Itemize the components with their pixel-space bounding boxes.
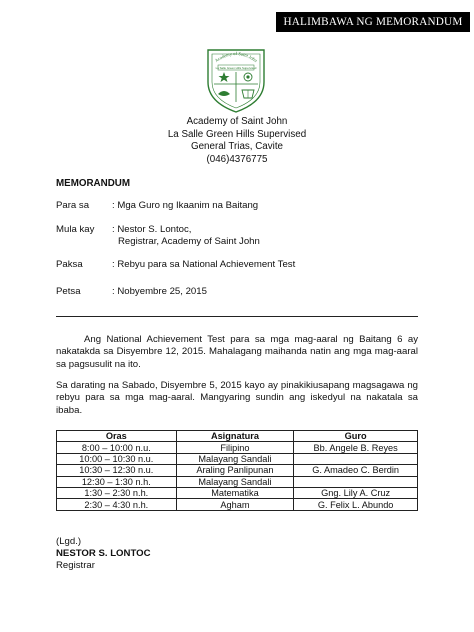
table-row	[57, 476, 418, 487]
table-row	[57, 442, 418, 453]
cell-oras: 12:30 – 1:30 n.h.	[57, 476, 177, 487]
cell-guro	[294, 453, 418, 464]
school-phone: (046)4376775	[206, 153, 268, 165]
table-row	[57, 499, 418, 510]
cell-asignatura: Filipino	[176, 442, 294, 453]
cell-oras: 8:00 – 10:00 n.u.	[57, 442, 177, 453]
field-label: Mula kay	[56, 224, 95, 235]
school-seal-icon	[204, 44, 268, 114]
table-header-row	[57, 431, 418, 442]
school-name: Academy of Saint John	[186, 116, 288, 127]
document-banner: HALIMBAWA NG MEMORANDUM	[276, 12, 470, 32]
signatory-title: Registrar	[56, 560, 95, 571]
cell-guro: Bb. Angele B. Reyes	[294, 442, 418, 453]
field-value: : Nestor S. Lontoc,	[112, 224, 192, 235]
svg-text:Academy of Saint John	[214, 51, 259, 64]
cell-asignatura: Matematika	[176, 487, 294, 498]
field-value: : Nobyembre 25, 2015	[112, 286, 207, 297]
cell-asignatura: Malayang Sandali	[176, 453, 294, 464]
schedule-table	[56, 430, 418, 511]
cell-guro: Gng. Lily A. Cruz	[294, 487, 418, 498]
field-label: Paksa	[56, 259, 83, 270]
divider-line	[56, 316, 418, 317]
school-affiliation: La Salle Green Hills Supervised	[167, 128, 307, 140]
memo-title: MEMORANDUM	[56, 178, 131, 189]
cell-oras: 10:30 – 12:30 n.u.	[57, 465, 177, 476]
cell-guro	[294, 476, 418, 487]
signatory-name: NESTOR S. LONTOC	[56, 548, 151, 559]
table-row	[57, 487, 418, 498]
field-label: Para sa	[56, 200, 90, 211]
seal-outer-text: Academy of Saint John	[213, 50, 259, 64]
field-value-continued: Registrar, Academy of Saint John	[118, 236, 260, 247]
column-header-oras: Oras	[57, 431, 177, 442]
school-address: General Trias, Cavite	[190, 141, 284, 153]
cell-guro: G. Amadeo C. Berdin	[294, 465, 418, 476]
signed-mark: (Lgd.)	[56, 536, 82, 547]
field-value: : Mga Guro ng Ikaanim na Baitang	[112, 200, 259, 211]
cell-asignatura: Malayang Sandali	[176, 476, 294, 487]
cell-oras: 10:00 – 10:30 n.u.	[57, 453, 177, 464]
field-value: : Rebyu para sa National Achievement Test	[112, 259, 296, 270]
body-paragraph-2: Sa darating na Sabado, Disyembre 5, 2015 kayo ay pinakikiusapang magsagawa ng rebyu para sa mga mag-aaral. Mangyaring sundin ang iskedyul na nakatala sa ibaba.	[56, 380, 418, 416]
column-header-guro: Guro	[294, 431, 418, 442]
cell-oras: 1:30 – 2:30 n.h.	[57, 487, 177, 498]
seal-ribbon-text: La Salle Green Hills Supervised	[215, 65, 257, 70]
table-row	[57, 465, 418, 476]
cell-asignatura: Agham	[176, 499, 294, 510]
cell-guro: G. Felix L. Abundo	[294, 499, 418, 510]
field-label: Petsa	[56, 286, 81, 297]
signature-block	[56, 536, 151, 572]
column-header-asignatura: Asignatura	[176, 431, 294, 442]
table-row	[57, 453, 418, 464]
cell-oras: 2:30 – 4:30 n.h.	[57, 499, 177, 510]
letterhead	[0, 116, 474, 166]
body-paragraph-1: Ang National Achievement Test para sa mga mag-aaral ng Baitang 6 ay nakatakda sa Disyembre 12, 2015. Mahalagang maihanda natin ang mga mag-aaral sa pagsusulit na ito.	[56, 334, 418, 370]
cell-asignatura: Araling Panlipunan	[176, 465, 294, 476]
